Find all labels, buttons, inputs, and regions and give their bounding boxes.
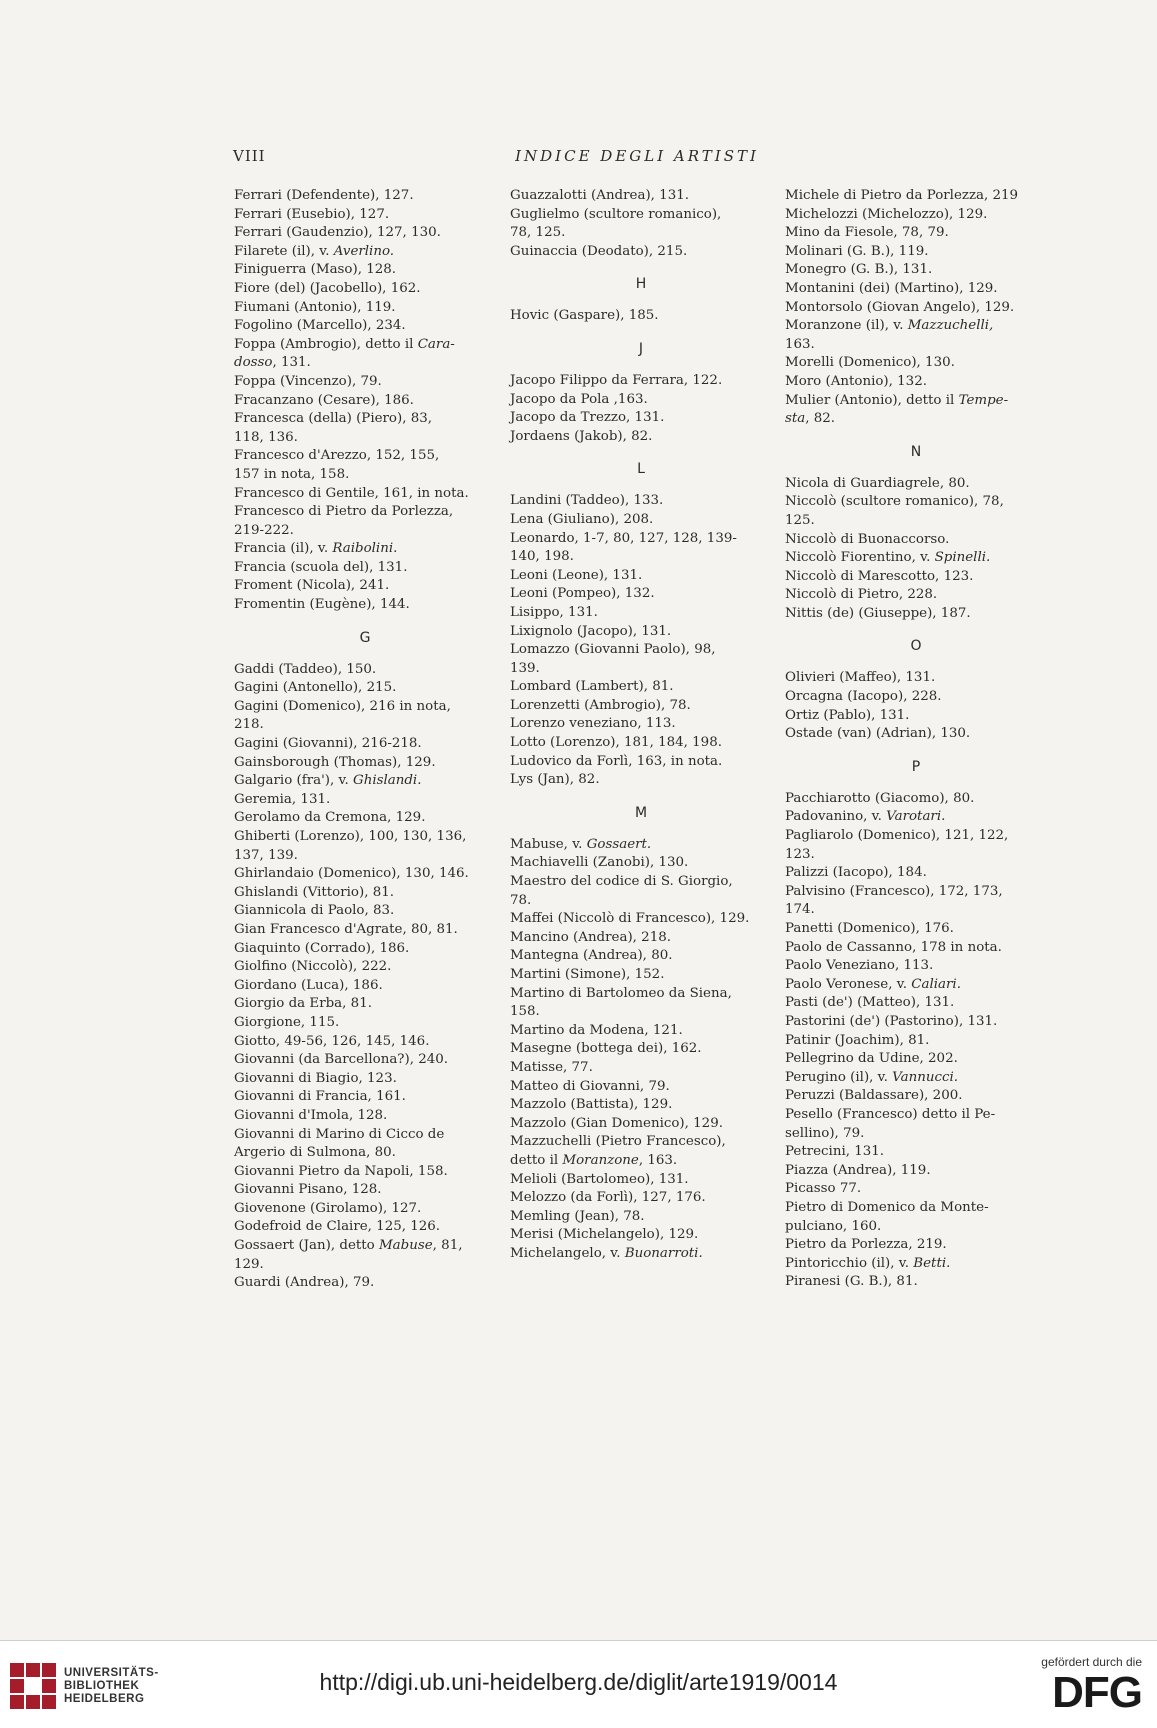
index-entry: Giolfino (Niccolò), 222. — [234, 959, 392, 975]
index-entry: Giaquinto (Corrado), 186. — [234, 940, 410, 956]
footer-bar — [0, 1640, 1157, 1728]
index-entry-continuation: 137, 139. — [234, 847, 298, 863]
index-entry: Michelozzi (Michelozzo), 129. — [785, 206, 988, 222]
index-entry: Francesca (della) (Piero), 83, — [234, 411, 433, 427]
page-title: INDICE DEGLI ARTISTI — [515, 147, 759, 165]
index-entry: Giovanni Pisano, 128. — [234, 1182, 382, 1198]
index-entry: Pagliarolo (Domenico), 121, 122, — [785, 828, 1009, 844]
index-entry: Gerolamo da Cremona, 129. — [234, 810, 426, 826]
index-entry: Maffei (Niccolò di Francesco), 129. — [510, 911, 750, 927]
index-entry: Lombard (Lambert), 81. — [510, 679, 674, 695]
index-entry: Ferrari (Gaudenzio), 127, 130. — [234, 225, 441, 241]
index-entry: Pacchiarotto (Giacomo), 80. — [785, 790, 975, 806]
index-entry: Mazzuchelli (Pietro Francesco), — [510, 1134, 726, 1150]
index-entry: Geremia, 131. — [234, 791, 331, 807]
section-letter: G — [359, 629, 371, 646]
index-entry: Giannicola di Paolo, 83. — [234, 903, 395, 919]
index-entry-continuation: pulciano, 160. — [785, 1218, 882, 1234]
index-entry: Giovanni di Francia, 161. — [234, 1089, 406, 1105]
index-entry: Monegro (G. B.), 131. — [785, 262, 933, 278]
index-entry: Melioli (Bartolomeo), 131. — [510, 1171, 689, 1187]
index-entry: Perugino (il), v. Vannucci. — [785, 1069, 959, 1085]
index-entry: Pasti (de') (Matteo), 131. — [785, 995, 955, 1011]
index-entry: Palvisino (Francesco), 172, 173, — [785, 883, 1003, 899]
index-entry-continuation: sta, 82. — [785, 411, 836, 427]
section-letter: L — [637, 461, 645, 478]
index-entry: Niccolò Fiorentino, v. Spinelli. — [785, 550, 991, 566]
index-entry: Nicola di Guardiagrele, 80. — [785, 475, 970, 491]
index-entry-continuation: 78. — [510, 892, 532, 908]
funding-caption: gefördert durch die — [1041, 1655, 1142, 1669]
section-letter: N — [910, 443, 922, 460]
index-entry: Gagini (Domenico), 216 in nota, — [234, 698, 451, 714]
index-entry-continuation: Argerio di Sulmona, 80. — [234, 1145, 396, 1161]
index-entry: Fiumani (Antonio), 119. — [234, 299, 396, 315]
index-entry-continuation: detto il Moranzone, 163. — [510, 1152, 678, 1168]
index-entry: Moro (Antonio), 132. — [785, 373, 927, 389]
index-entry: Ghirlandaio (Domenico), 130, 146. — [234, 866, 469, 882]
index-entry: Landini (Taddeo), 133. — [510, 493, 664, 509]
index-entry: Ghiberti (Lorenzo), 100, 130, 136, — [234, 829, 467, 844]
index-entry: Padovanino, v. Varotari. — [785, 809, 946, 825]
index-entry: Gian Francesco d'Agrate, 80, 81. — [234, 921, 458, 937]
index-entry: Niccolò di Marescotto, 123. — [785, 568, 974, 584]
index-column-2 — [510, 187, 772, 1264]
index-entry-continuation: 158. — [510, 1004, 540, 1020]
index-entry: Paolo Veronese, v. Caliari. — [785, 976, 961, 992]
index-entry: Nittis (de) (Giuseppe), 187. — [785, 605, 971, 621]
index-entry: Niccolò di Pietro, 228. — [785, 587, 938, 603]
index-entry: Ferrari (Eusebio), 127. — [234, 206, 390, 222]
index-entry: Pastorini (de') (Pastorino), 131. — [785, 1013, 998, 1029]
index-entry: Pellegrino da Udine, 202. — [785, 1051, 958, 1067]
index-entry-continuation: 140, 198. — [510, 549, 574, 565]
index-entry: Lys (Jan), 82. — [510, 772, 600, 788]
index-entry-continuation: 139. — [510, 660, 540, 676]
index-entry: Molinari (G. B.), 119. — [785, 243, 929, 259]
index-entry-continuation: 123. — [785, 846, 815, 862]
index-entry: Foppa (Ambrogio), detto il Cara- — [234, 336, 455, 352]
index-entry: Ludovico da Forlì, 163, in nota. — [510, 753, 723, 769]
index-entry: Giotto, 49-56, 126, 145, 146. — [234, 1033, 430, 1049]
index-entry: Foppa (Vincenzo), 79. — [234, 373, 382, 389]
index-entry: Petrecini, 131. — [785, 1144, 885, 1160]
index-entry: Fromentin (Eugène), 144. — [234, 597, 410, 613]
index-entry: Jacopo da Trezzo, 131. — [510, 410, 665, 426]
page-header — [233, 147, 1041, 171]
index-entry: Mantegna (Andrea), 80. — [510, 948, 673, 964]
index-entry: Pietro da Porlezza, 219. — [785, 1237, 947, 1253]
index-entry: Giovanni di Biagio, 123. — [234, 1070, 397, 1086]
index-entry: Montanini (dei) (Martino), 129. — [785, 280, 998, 296]
index-entry: Galgario (fra'), v. Ghislandi. — [234, 773, 422, 789]
index-entry: Giorgione, 115. — [234, 1014, 340, 1030]
index-entry: Matteo di Giovanni, 79. — [510, 1078, 670, 1094]
index-entry: Guglielmo (scultore romanico), — [510, 206, 722, 222]
page-number: VIII — [233, 147, 266, 165]
index-entry: Lisippo, 131. — [510, 604, 598, 620]
index-entry: Morelli (Domenico), 130. — [785, 355, 955, 371]
index-entry: Pietro di Domenico da Monte- — [785, 1199, 989, 1215]
index-entry: Giovenone (Girolamo), 127. — [234, 1200, 422, 1216]
index-entry: Lorenzo veneziano, 113. — [510, 716, 676, 732]
index-entry: Francesco di Pietro da Porlezza, — [234, 504, 454, 520]
index-entry: Picasso 77. — [785, 1181, 862, 1197]
index-entry: Niccolò di Buonaccorso. — [785, 531, 950, 547]
index-entry-continuation: sellino), 79. — [785, 1125, 865, 1141]
index-entry: Melozzo (da Forlì), 127, 176. — [510, 1190, 706, 1206]
index-column-3 — [785, 187, 1047, 1292]
index-entry: Ferrari (Defendente), 127. — [234, 188, 414, 203]
index-entry-continuation: 163. — [785, 336, 815, 352]
index-entry-continuation: 174. — [785, 902, 815, 918]
index-column-1 — [234, 187, 496, 1293]
index-entry: Hovic (Gaspare), 185. — [510, 308, 659, 324]
index-entry: Lotto (Lorenzo), 181, 184, 198. — [510, 735, 722, 751]
index-entry: Leonardo, 1-7, 80, 127, 128, 139- — [510, 530, 737, 546]
section-letter: M — [634, 804, 648, 821]
index-entry: Jacopo da Pola ,163. — [510, 391, 648, 407]
index-entry: Maestro del codice di S. Giorgio, — [510, 874, 733, 890]
index-entry-continuation: 129. — [234, 1256, 264, 1272]
index-entry: Martino da Modena, 121. — [510, 1022, 683, 1038]
index-entry: Piranesi (G. B.), 81. — [785, 1274, 918, 1290]
index-entry: Godefroid de Claire, 125, 126. — [234, 1219, 441, 1235]
index-entry: Lorenzetti (Ambrogio), 78. — [510, 697, 691, 713]
index-entry: Michelangelo, v. Buonarroti. — [510, 1245, 703, 1261]
index-entry: Francesco di Gentile, 161, in nota. — [234, 485, 469, 501]
index-entry: Guinaccia (Deodato), 215. — [510, 243, 688, 259]
index-entry: Pintoricchio (il), v. Betti. — [785, 1255, 951, 1271]
index-entry: Giovanni di Marino di Cicco de — [234, 1126, 445, 1142]
index-entry: Gagini (Giovanni), 216-218. — [234, 736, 422, 752]
index-entry: Guazzalotti (Andrea), 131. — [510, 188, 689, 203]
index-entry: Fogolino (Marcello), 234. — [234, 318, 406, 334]
index-entry: Mabuse, v. Gossaert. — [510, 836, 652, 852]
index-entry: Ortiz (Pablo), 131. — [785, 707, 910, 723]
index-entry: Francesco d'Arezzo, 152, 155, — [234, 448, 440, 464]
index-entry: Mino da Fiesole, 78, 79. — [785, 225, 949, 241]
index-entry: Lixignolo (Jacopo), 131. — [510, 623, 672, 639]
dfg-logo: DFG — [1052, 1668, 1142, 1717]
index-entry: Gossaert (Jan), detto Mabuse, 81, — [234, 1238, 463, 1254]
index-entry: Gaddi (Taddeo), 150. — [234, 661, 377, 677]
index-entry: Paolo Veneziano, 113. — [785, 958, 934, 974]
index-entry: Moranzone (il), v. Mazzuchelli, — [785, 318, 994, 334]
index-entry: Panetti (Domenico), 176. — [785, 921, 954, 936]
index-entry-continuation: 125. — [785, 512, 815, 528]
index-entry: Lena (Giuliano), 208. — [510, 511, 654, 527]
section-letter: H — [635, 276, 647, 293]
index-entry: Niccolò (scultore romanico), 78, — [785, 494, 1004, 510]
index-entry: Gainsborough (Thomas), 129. — [234, 754, 436, 770]
index-entry: Giordano (Luca), 186. — [234, 977, 383, 993]
index-entry: Montorsolo (Giovan Angelo), 129. — [785, 299, 1015, 315]
dfg-funding — [1041, 1655, 1142, 1717]
index-entry-continuation: 157 in nota, 158. — [234, 466, 350, 482]
index-entry: Finiguerra (Maso), 128. — [234, 262, 397, 278]
permalink-url[interactable]: http://digi.ub.uni-heidelberg.de/diglit/arte1919/0014 — [319, 1669, 838, 1695]
section-letter: J — [638, 340, 644, 357]
index-entry: Leoni (Leone), 131. — [510, 567, 643, 583]
index-entry: Giovanni Pietro da Napoli, 158. — [234, 1163, 448, 1179]
index-entry: Paolo de Cassanno, 178 in nota. — [785, 939, 1002, 955]
index-entry: Froment (Nicola), 241. — [234, 578, 390, 594]
index-entry: Francia (il), v. Raibolini. — [234, 541, 398, 557]
index-entry: Mazzolo (Battista), 129. — [510, 1097, 673, 1113]
index-entry: Fracanzano (Cesare), 186. — [234, 392, 414, 408]
index-entry: Jacopo Filippo da Ferrara, 122. — [510, 372, 723, 388]
index-entry: Peruzzi (Baldassare), 200. — [785, 1088, 963, 1104]
index-entry: Memling (Jean), 78. — [510, 1208, 645, 1224]
index-entry: Michele di Pietro da Porlezza, 219 — [785, 188, 1019, 203]
index-entry: Masegne (bottega dei), 162. — [510, 1041, 702, 1057]
index-entry: Pesello (Francesco) detto il Pe- — [785, 1106, 996, 1122]
index-entry: Mulier (Antonio), detto il Tempe- — [785, 392, 1009, 408]
index-entry-continuation: 219-222. — [234, 522, 294, 538]
index-entry: Orcagna (Iacopo), 228. — [785, 689, 942, 705]
index-entry: Olivieri (Maffeo), 131. — [785, 670, 936, 686]
index-entry: Gagini (Antonello), 215. — [234, 680, 397, 696]
section-letter: O — [910, 638, 922, 655]
index-entry: Merisi (Michelangelo), 129. — [510, 1227, 699, 1243]
index-entry: Piazza (Andrea), 119. — [785, 1162, 931, 1178]
index-entry: Giovanni d'Imola, 128. — [234, 1107, 388, 1123]
index-entry: Ghislandi (Vittorio), 81. — [234, 884, 395, 900]
index-entry: Matisse, 77. — [510, 1059, 593, 1075]
index-entry: Filarete (il), v. Averlino. — [234, 243, 395, 259]
index-entry-continuation: 218. — [234, 717, 264, 733]
index-entry: Giovanni (da Barcellona?), 240. — [234, 1052, 449, 1068]
index-entry: Machiavelli (Zanobi), 130. — [510, 855, 689, 871]
index-entry: Guardi (Andrea), 79. — [234, 1275, 375, 1291]
library-name: UNIVERSITÄTS- BIBLIOTHEK HEIDELBERG — [64, 1666, 159, 1705]
section-letter: P — [911, 758, 921, 775]
index-entry: Ostade (van) (Adrian), 130. — [785, 726, 971, 742]
index-entry-continuation: 118, 136. — [234, 429, 298, 445]
index-entry-continuation: 78, 125. — [510, 225, 566, 241]
index-entry-continuation: dosso, 131. — [234, 355, 311, 371]
index-entry: Giorgio da Erba, 81. — [234, 996, 372, 1012]
index-entry: Leoni (Pompeo), 132. — [510, 586, 655, 602]
index-entry: Mancino (Andrea), 218. — [510, 929, 671, 945]
index-entry: Lomazzo (Giovanni Paolo), 98, — [510, 642, 716, 658]
index-entry: Martini (Simone), 152. — [510, 967, 665, 982]
index-entry: Francia (scuola del), 131. — [234, 559, 408, 575]
index-entry: Mazzolo (Gian Domenico), 129. — [510, 1115, 723, 1131]
index-entry: Palizzi (Iacopo), 184. — [785, 865, 927, 881]
index-entry: Fiore (del) (Jacobello), 162. — [234, 280, 421, 296]
index-entry: Patinir (Joachim), 81. — [785, 1032, 930, 1048]
index-entry: Jordaens (Jakob), 82. — [510, 428, 653, 444]
index-entry: Martino di Bartolomeo da Siena, — [510, 985, 732, 1001]
